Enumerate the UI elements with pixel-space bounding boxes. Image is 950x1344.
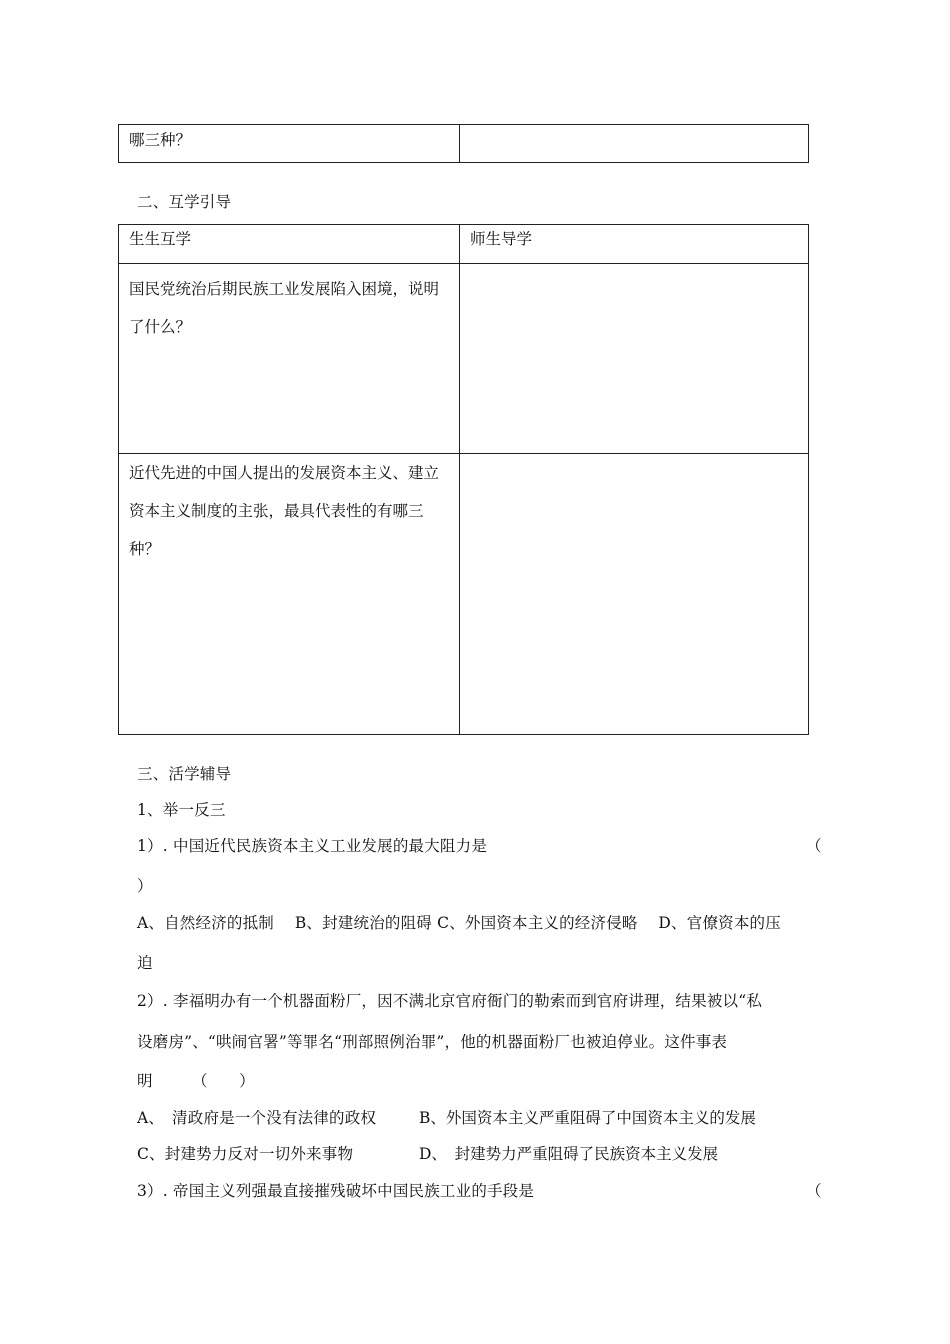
top-table-right-cell bbox=[460, 125, 809, 163]
question-1-paren-close: ） bbox=[137, 877, 153, 895]
question-2-line-1: 2）. 李福明办有一个机器面粉厂，因不满北京官府衙门的勒索而到官府讲理，结果被以“私 bbox=[137, 992, 763, 1010]
question-1-paren-open: （ bbox=[806, 837, 822, 855]
table-row bbox=[119, 264, 809, 454]
header-label: 生生互学 bbox=[129, 230, 192, 248]
table-header-peer-learning bbox=[119, 225, 460, 264]
question-1-options-wrap: 迫 bbox=[137, 954, 153, 972]
section3-subheading: 1、举一反三 bbox=[137, 801, 226, 819]
question-text: 国民党统治后期民族工业发展陷入困境，说明了什么？ bbox=[129, 280, 440, 336]
question-text: 近代先进的中国人提出的发展资本主义、建立资本主义制度的主张，最具代表性的有哪三种？ bbox=[129, 464, 440, 558]
question-2-option-a: A、 清政府是一个没有法律的政权 bbox=[137, 1109, 377, 1127]
header-label: 师生导学 bbox=[470, 230, 533, 248]
top-table bbox=[118, 124, 809, 163]
top-table-left-cell bbox=[119, 125, 460, 163]
interactive-learning-table bbox=[118, 224, 809, 735]
question-3-paren-open: （ bbox=[806, 1182, 822, 1200]
question-2-line-2: 设磨房”、“哄闹官署”等罪名“刑部照例治罪”，他的机器面粉厂也被迫停业。这件事表 bbox=[137, 1033, 728, 1051]
table-row bbox=[119, 454, 809, 735]
question-3-stem: 3）. 帝国主义列强最直接摧残破坏中国民族工业的手段是 bbox=[137, 1182, 535, 1200]
question-cell bbox=[119, 264, 460, 454]
question-2-option-b: B、外国资本主义严重阻碍了中国资本主义的发展 bbox=[419, 1109, 756, 1127]
top-table-left-text: 哪三种？ bbox=[129, 131, 192, 149]
question-2-line-3: 明 （ ） bbox=[137, 1072, 255, 1090]
question-1-stem: 1）. 中国近代民族资本主义工业发展的最大阻力是 bbox=[137, 837, 488, 855]
question-1-options: A、自然经济的抵制 B、封建统治的阻碍 C、外国资本主义的经济侵略 D、官僚资本的压 bbox=[137, 914, 781, 932]
answer-cell[interactable] bbox=[460, 454, 809, 735]
table-header-teacher-guidance bbox=[460, 225, 809, 264]
question-cell bbox=[119, 454, 460, 735]
section3-heading: 三、活学辅导 bbox=[137, 765, 232, 783]
question-2-option-c: C、封建势力反对一切外来事物 bbox=[137, 1145, 354, 1163]
question-2-option-d: D、 封建势力严重阻碍了民族资本主义发展 bbox=[419, 1145, 719, 1163]
answer-cell[interactable] bbox=[460, 264, 809, 454]
section2-heading: 二、互学引导 bbox=[137, 193, 232, 211]
